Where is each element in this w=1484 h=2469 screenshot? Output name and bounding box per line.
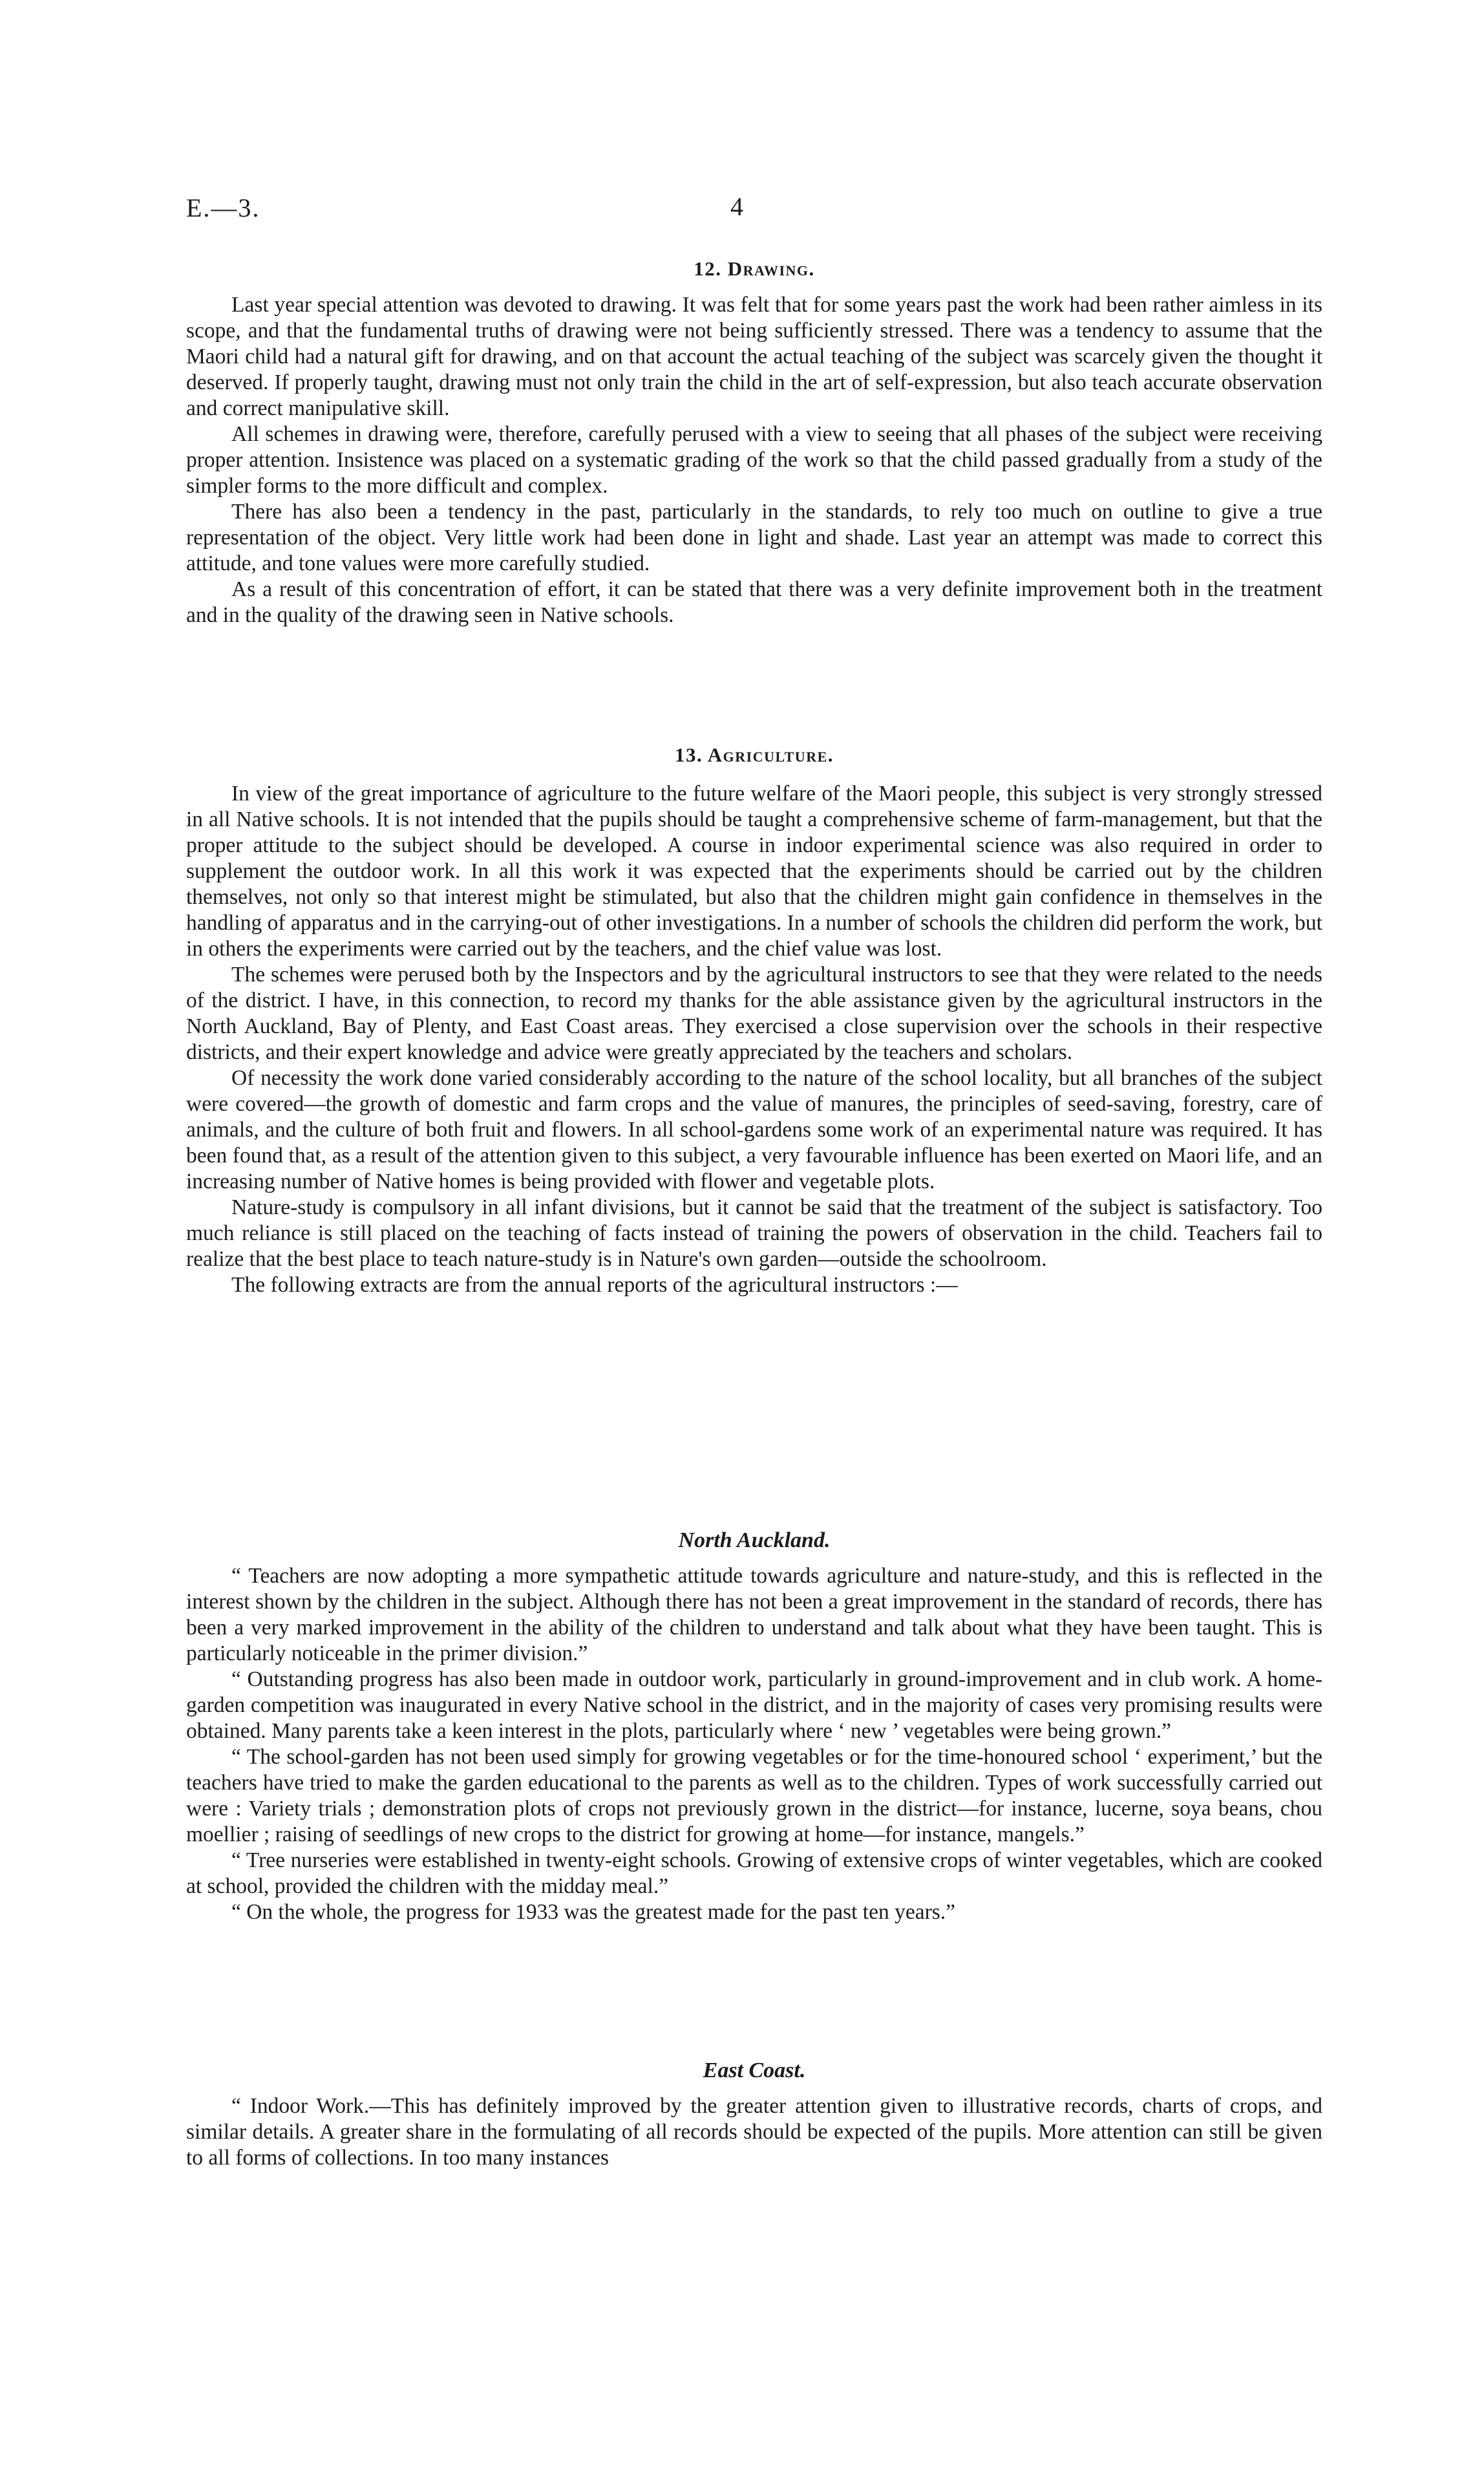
section-agriculture [186, 743, 1322, 767]
paragraph: “ Tree nurseries were established in twenty-eight schools. Growing of extensive crops of winter vegetables, which are cooked at school, provided the children with the midday meal.” [186, 1848, 1322, 1898]
paragraph: Of necessity the work done varied considerably according to the nature of the school locality, but all branches of the subject were covered—the growth of domestic and farm crops and the value of manures, the principles of seed-saving, forestry, care of animals, and the culture of both fruit and flowers. In all school-gardens some work of an experimental nature was required. It has been found that, as a result of the attention given to this subject, a very favourable influence has been exerted on Maori life, and an increasing number of Native homes is being provided with flower and vegetable plots. [186, 1066, 1322, 1193]
section-agriculture-body [186, 781, 1322, 1298]
section-east-coast [186, 2058, 1322, 2083]
section-drawing [186, 257, 1322, 281]
paragraph: The following extracts are from the annual reports of the agricultural instructors :— [231, 1273, 958, 1297]
section-subheading: East Coast. [703, 2058, 806, 2082]
paragraph: Nature-study is compulsory in all infant divisions, but it cannot be said that the treatment of the subject is satisfactory. Too much reliance is still placed on the teaching of facts instead of training the powers of observation in the child. Teachers fail to realize that the best place to teach nature-study is in Nature's own garden—outside the schoolroom. [186, 1195, 1322, 1271]
paragraph: “ Indoor Work.—This has definitely improved by the greater attention given to illustrative records, charts of crops, and similar details. A greater share in the formulating of all records should be expected of the pupils. More attention can still be given to all forms of collections. In too many instances [186, 2094, 1322, 2170]
section-north-auckland [186, 1528, 1322, 1553]
section-heading: 12. Drawing. [694, 257, 815, 280]
paragraph: All schemes in drawing were, therefore, carefully perused with a view to seeing that all phases of the subject were receiving proper attention. Insistence was placed on a systematic grading of the work so that the child passed gradually from a study of the simpler forms to the more difficult and complex. [186, 422, 1322, 498]
page-reference: E.—3. [186, 193, 260, 222]
section-north-auckland-body [186, 1563, 1322, 1925]
paragraph: The schemes were perused both by the Inspectors and by the agricultural instructors to see that they were related to the needs of the district. I have, in this connection, to record my thanks for the able assistance given by the agricultural instructors in the North Auckland, Bay of Plenty, and East Coast areas. They exercised a close supervision over the schools in their respective districts, and their expert knowledge and advice were greatly appreciated by the teachers and scholars. [186, 963, 1322, 1064]
section-east-coast-body [186, 2093, 1322, 2171]
paragraph: As a result of this concentration of effort, it can be stated that there was a very definite improvement both in the treatment and in the quality of the drawing seen in Native schools. [186, 577, 1322, 627]
paragraph: Last year special attention was devoted to drawing. It was felt that for some years past the work had been rather aimless in its scope, and that the fundamental truths of drawing were not being sufficiently stressed. There was a tendency to assume that the Maori child had a natural gift for drawing, and on that account the actual teaching of the subject was scarcely given the thought it deserved. If properly taught, drawing must not only train the child in the art of self-expression, but also teach accurate observation and correct manipulative skill. [186, 293, 1322, 420]
section-subheading: North Auckland. [678, 1528, 831, 1552]
paragraph: “ Teachers are now adopting a more sympathetic attitude towards agriculture and nature-study, and this is reflected in the interest shown by the children in the subject. Although there has not been a great improvement in the standard of records, there has been a very marked improvement in the ability of the children to understand and talk about what they have been taught. This is particularly noticeable in the primer division.” [186, 1564, 1322, 1665]
section-drawing-body [186, 292, 1322, 628]
paragraph: There has also been a tendency in the past, particularly in the standards, to rely too much on outline to give a true representation of the object. Very little work had been done in light and shade. Last year an attempt was made to correct this attitude, and tone values were more carefully studied. [186, 500, 1322, 575]
paragraph: “ The school-garden has not been used simply for growing vegetables or for the time-honoured school ‘ experiment,’ but the teachers have tried to make the garden educational to the parents as well as to the children. Types of work successfully carried out were : Variety trials ; demonstration plots of crops not previously grown in the district—for instance, lucerne, soya beans, chou moellier ; raising of seedlings of new crops to the district for growing at home—for instance, mangels.” [186, 1745, 1322, 1846]
section-heading: 13. Agriculture. [674, 743, 834, 766]
paragraph: In view of the great importance of agriculture to the future welfare of the Maori people, this subject is very strongly stressed in all Native schools. It is not intended that the pupils should be taught a comprehensive scheme of farm-management, but that the proper attitude to the subject should be developed. A course in indoor experimental science was also required in order to supplement the outdoor work. In all this work it was expected that the experiments should be carried out by the children themselves, not only so that interest might be stimulated, but also that the children might gain confidence in themselves in the handling of apparatus and in the carrying-out of other investigations. In a number of schools the children did perform the work, but in others the experiments were carried out by the teachers, and the chief value was lost. [186, 782, 1322, 961]
page-number: 4 [730, 192, 743, 221]
paragraph: “ Outstanding progress has also been made in outdoor work, particularly in ground-improvement and in club work. A home-garden competition was inaugurated in every Native school in the district, and in the majority of cases very promising results were obtained. Many parents take a keen interest in the plots, particularly where ‘ new ’ vegetables were being grown.” [186, 1667, 1322, 1743]
paragraph: “ On the whole, the progress for 1933 was the greatest made for the past ten years.” [231, 1900, 956, 1924]
